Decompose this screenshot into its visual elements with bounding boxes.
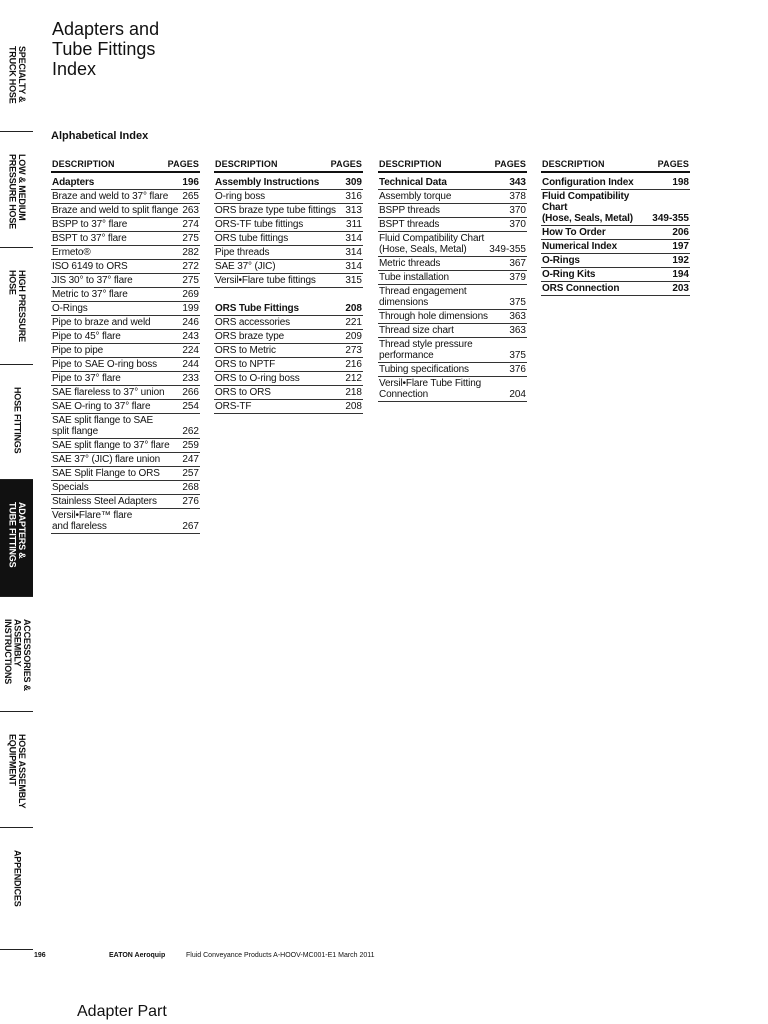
- entry-pages: 309: [345, 177, 362, 188]
- index-entry[interactable]: [214, 204, 363, 218]
- entry-description: Pipe to braze and weld: [52, 317, 151, 328]
- index-entry[interactable]: [214, 173, 363, 190]
- index-entry[interactable]: [378, 271, 527, 285]
- index-entry[interactable]: [214, 260, 363, 274]
- entry-pages: 206: [672, 227, 689, 238]
- index-entry[interactable]: [214, 400, 363, 414]
- index-entry[interactable]: [378, 218, 527, 232]
- entry-pages: 370: [509, 219, 526, 230]
- entry-pages: 313: [345, 205, 362, 216]
- entry-description: Assembly Instructions: [215, 177, 320, 188]
- entry-pages: 268: [182, 482, 199, 493]
- index-entry[interactable]: [51, 467, 200, 481]
- entry-pages: 315: [345, 275, 362, 286]
- side-tab-6[interactable]: [0, 712, 33, 828]
- entry-description: ORS-TF: [215, 401, 252, 412]
- entry-pages: 276: [182, 496, 199, 507]
- index-entry[interactable]: [378, 232, 527, 257]
- index-entry[interactable]: [51, 400, 200, 414]
- index-entry[interactable]: [51, 274, 200, 288]
- entry-description: ORS tube fittings: [215, 233, 289, 244]
- entry-pages: 343: [509, 177, 526, 188]
- entry-description: Tube installation: [379, 272, 449, 283]
- entry-pages: 272: [182, 261, 199, 272]
- entry-pages: 199: [182, 303, 199, 314]
- header-description: DESCRIPTION: [215, 159, 278, 169]
- entry-pages: 254: [182, 401, 199, 412]
- brand-name: EATON Aeroquip: [109, 952, 166, 959]
- side-tab-label: HOSE FITTINGS: [12, 387, 23, 454]
- entry-pages: 262: [182, 426, 199, 437]
- entry-description: Versil•Flare Tube Fitting Connection: [379, 378, 482, 400]
- entry-description: Braze and weld to split flange: [52, 205, 179, 216]
- entry-description: Fluid Compatibility Chart (Hose, Seals, Metal): [542, 191, 633, 224]
- index-entry[interactable]: [51, 372, 200, 386]
- entry-pages: 208: [345, 303, 362, 314]
- entry-description: SAE 37° (JIC): [215, 261, 276, 272]
- entry-description: Versil•Flare tube fittings: [215, 275, 316, 286]
- index-entry[interactable]: [214, 372, 363, 386]
- index-entry[interactable]: [541, 282, 690, 296]
- index-entry[interactable]: [378, 257, 527, 271]
- index-entry[interactable]: [51, 358, 200, 372]
- entry-description: SAE split flange to SAE split flange: [52, 415, 154, 437]
- entry-pages: 314: [345, 247, 362, 258]
- index-entry[interactable]: [214, 344, 363, 358]
- footer-text: Fluid Conveyance Products A-HOOV-MC001-E1 March 2011: [186, 952, 375, 959]
- entry-description: Pipe to 45° flare: [52, 331, 121, 342]
- header-description: DESCRIPTION: [542, 159, 605, 169]
- index-entry[interactable]: [214, 302, 363, 316]
- entry-pages: 378: [509, 191, 526, 202]
- entry-pages: 265: [182, 191, 199, 202]
- entry-description: O-Ring Kits: [542, 269, 596, 280]
- entry-pages: 257: [182, 468, 199, 479]
- entry-description: ORS accessories: [215, 317, 290, 328]
- header-pages: PAGES: [167, 159, 199, 169]
- entry-pages: 363: [509, 311, 526, 322]
- entry-pages: 316: [345, 191, 362, 202]
- index-entry[interactable]: [51, 246, 200, 260]
- index-entry[interactable]: [51, 190, 200, 204]
- entry-description: Configuration Index: [542, 177, 634, 188]
- index-entry[interactable]: [51, 509, 200, 534]
- entry-description: How To Order: [542, 227, 606, 238]
- entry-description: Adapters: [52, 177, 95, 188]
- entry-description: Thread engagement dimensions: [379, 286, 467, 308]
- index-entry[interactable]: [378, 285, 527, 310]
- index-entry[interactable]: [51, 288, 200, 302]
- entry-pages: 349-355: [652, 213, 689, 224]
- index-entry[interactable]: [51, 453, 200, 467]
- entry-pages: 259: [182, 440, 199, 451]
- entry-description: ORS to NPTF: [215, 359, 276, 370]
- side-tab-2[interactable]: [0, 248, 33, 365]
- entry-pages: 275: [182, 275, 199, 286]
- header-pages: PAGES: [657, 159, 689, 169]
- entry-pages: 263: [182, 205, 199, 216]
- entry-description: ISO 6149 to ORS: [52, 261, 128, 272]
- entry-description: JIS 30° to 37° flare: [52, 275, 133, 286]
- index-entry[interactable]: [541, 190, 690, 226]
- index-entry[interactable]: [378, 173, 527, 190]
- index-entry[interactable]: [51, 414, 200, 439]
- index-entry[interactable]: [214, 358, 363, 372]
- entry-description: ORS braze type tube fittings: [215, 205, 336, 216]
- index-entry[interactable]: [51, 495, 200, 509]
- index-entry[interactable]: [378, 324, 527, 338]
- entry-description: Numerical Index: [542, 241, 618, 252]
- index-entry[interactable]: [51, 386, 200, 400]
- entry-pages: 379: [509, 272, 526, 283]
- entry-pages: 247: [182, 454, 199, 465]
- entry-description: ORS Tube Fittings: [215, 303, 299, 314]
- column-header: [214, 159, 363, 173]
- column-header: [378, 159, 527, 173]
- entry-description: Pipe to pipe: [52, 345, 104, 356]
- index-entry[interactable]: [214, 316, 363, 330]
- index-entry[interactable]: [541, 240, 690, 254]
- header-description: DESCRIPTION: [379, 159, 442, 169]
- index-entry[interactable]: [378, 204, 527, 218]
- entry-pages: 216: [345, 359, 362, 370]
- index-entry[interactable]: [51, 330, 200, 344]
- entry-pages: 363: [509, 325, 526, 336]
- side-tab-7[interactable]: [0, 828, 33, 950]
- header-description: DESCRIPTION: [52, 159, 115, 169]
- index-entry[interactable]: [51, 316, 200, 330]
- entry-description: SAE flareless to 37° union: [52, 387, 165, 398]
- entry-description: Technical Data: [379, 177, 447, 188]
- entry-pages: 218: [345, 387, 362, 398]
- entry-description: Metric threads: [379, 258, 441, 269]
- entry-description: ORS to O-ring boss: [215, 373, 300, 384]
- entry-pages: 233: [182, 373, 199, 384]
- entry-pages: 314: [345, 261, 362, 272]
- entry-description: SAE O-ring to 37° flare: [52, 401, 151, 412]
- index-entry[interactable]: [214, 330, 363, 344]
- index-entry[interactable]: [541, 268, 690, 282]
- entry-pages: 224: [182, 345, 199, 356]
- index-column-4: [541, 159, 690, 296]
- column-header: [541, 159, 690, 173]
- side-tab-3[interactable]: [0, 365, 33, 480]
- entry-description: BSPP threads: [379, 205, 440, 216]
- entry-pages: 209: [345, 331, 362, 342]
- entry-description: Fluid Compatibility Chart (Hose, Seals, Metal): [379, 233, 485, 255]
- index-entry[interactable]: [378, 363, 527, 377]
- index-entry[interactable]: [51, 173, 200, 190]
- index-entry[interactable]: [51, 260, 200, 274]
- side-tab-1[interactable]: [0, 132, 33, 248]
- entry-pages: 269: [182, 289, 199, 300]
- entry-pages: 375: [509, 297, 526, 308]
- entry-description: ORS to ORS: [215, 387, 271, 398]
- entry-description: ORS-TF tube fittings: [215, 219, 304, 230]
- entry-description: Pipe threads: [215, 247, 270, 258]
- index-entry[interactable]: [378, 338, 527, 363]
- side-tab-label: ADAPTERS & TUBE FITTINGS: [7, 502, 27, 568]
- side-tab-0[interactable]: [0, 0, 33, 132]
- entry-pages: 275: [182, 233, 199, 244]
- entry-pages: 221: [345, 317, 362, 328]
- index-entry[interactable]: [214, 274, 363, 288]
- side-tab-label: ACCESSORIES & ASSEMBLY INSTRUCTIONS: [2, 619, 32, 691]
- index-entry[interactable]: [378, 190, 527, 204]
- entry-pages: 282: [182, 247, 199, 258]
- entry-description: Versil•Flare™ flare and flareless: [52, 510, 133, 532]
- entry-description: BSPT to 37° flare: [52, 233, 127, 244]
- entry-description: Through hole dimensions: [379, 311, 488, 322]
- entry-pages: 376: [509, 364, 526, 375]
- index-entry[interactable]: [51, 481, 200, 495]
- entry-pages: 196: [182, 177, 199, 188]
- entry-description: Assembly torque: [379, 191, 452, 202]
- index-entry[interactable]: [51, 218, 200, 232]
- index-entry[interactable]: [541, 226, 690, 240]
- entry-description: Pipe to 37° flare: [52, 373, 121, 384]
- index-entry[interactable]: [541, 254, 690, 268]
- entry-description: O-Rings: [52, 303, 88, 314]
- entry-pages: 375: [509, 350, 526, 361]
- entry-description: ORS to Metric: [215, 345, 276, 356]
- entry-pages: 246: [182, 317, 199, 328]
- entry-description: Tubing specifications: [379, 364, 469, 375]
- index-entry[interactable]: [51, 204, 200, 218]
- entry-description: SAE 37° (JIC) flare union: [52, 454, 161, 465]
- side-tab-label: LOW & MEDIUM PRESSURE HOSE: [7, 154, 27, 229]
- entry-description: BSPT threads: [379, 219, 440, 230]
- entry-description: Pipe to SAE O-ring boss: [52, 359, 157, 370]
- index-entry[interactable]: [51, 439, 200, 453]
- next-section-heading: Adapter Part: [77, 1003, 167, 1020]
- entry-pages: 266: [182, 387, 199, 398]
- index-column-3: [378, 159, 527, 402]
- entry-pages: 314: [345, 233, 362, 244]
- entry-description: Thread style pressure performance: [379, 339, 473, 361]
- index-entry[interactable]: [214, 386, 363, 400]
- entry-pages: 197: [672, 241, 689, 252]
- index-entry[interactable]: [214, 246, 363, 260]
- section-title: Alphabetical Index: [51, 130, 149, 142]
- index-entry[interactable]: [214, 232, 363, 246]
- side-tab-label: APPENDICES: [12, 850, 23, 907]
- entry-description: SAE Split Flange to ORS: [52, 468, 160, 479]
- index-entry[interactable]: [378, 310, 527, 324]
- entry-description: SAE split flange to 37° flare: [52, 440, 170, 451]
- page-number: 196: [34, 952, 46, 959]
- header-pages: PAGES: [494, 159, 526, 169]
- entry-description: Stainless Steel Adapters: [52, 496, 157, 507]
- entry-description: BSPP to 37° flare: [52, 219, 128, 230]
- entry-description: Thread size chart: [379, 325, 454, 336]
- entry-pages: 367: [509, 258, 526, 269]
- side-tab-4[interactable]: [0, 480, 33, 597]
- entry-pages: 212: [345, 373, 362, 384]
- entry-description: Braze and weld to 37° flare: [52, 191, 169, 202]
- entry-pages: 208: [345, 401, 362, 412]
- header-pages: PAGES: [330, 159, 362, 169]
- page-title: Adapters and Tube Fittings Index: [52, 19, 160, 79]
- entry-pages: 203: [672, 283, 689, 294]
- index-entry[interactable]: [51, 344, 200, 358]
- entry-description: O-Rings: [542, 255, 580, 266]
- index-entry[interactable]: [214, 218, 363, 232]
- entry-description: ORS braze type: [215, 331, 285, 342]
- entry-pages: 267: [182, 521, 199, 532]
- side-tab-label: HIGH PRESSURE HOSE: [7, 270, 27, 342]
- index-entry[interactable]: [214, 190, 363, 204]
- entry-pages: 198: [672, 177, 689, 188]
- section-side-tabs: [0, 0, 33, 950]
- index-column-1: [51, 159, 200, 534]
- side-tab-label: HOSE ASSEMBLY EQUIPMENT: [7, 734, 27, 809]
- entry-pages: 194: [672, 269, 689, 280]
- entry-description: ORS Connection: [542, 283, 620, 294]
- entry-pages: 244: [182, 359, 199, 370]
- index-entry[interactable]: [541, 173, 690, 190]
- entry-pages: 192: [672, 255, 689, 266]
- entry-pages: 311: [346, 219, 362, 230]
- entry-description: Metric to 37° flare: [52, 289, 128, 300]
- entry-description: Ermeto®: [52, 247, 91, 258]
- index-entry[interactable]: [51, 302, 200, 316]
- index-column-2: [214, 159, 363, 414]
- entry-pages: 204: [509, 389, 526, 400]
- entry-pages: 274: [182, 219, 199, 230]
- entry-pages: 243: [182, 331, 199, 342]
- entry-pages: 273: [345, 345, 362, 356]
- entry-pages: 349-355: [489, 244, 526, 255]
- side-tab-5[interactable]: [0, 597, 33, 712]
- column-header: [51, 159, 200, 173]
- entry-pages: 370: [509, 205, 526, 216]
- entry-description: O-ring boss: [215, 191, 266, 202]
- index-entry[interactable]: [51, 232, 200, 246]
- side-tab-label: SPECIALTY & TRUCK HOSE: [7, 46, 27, 104]
- entry-description: Specials: [52, 482, 89, 493]
- index-entry[interactable]: [378, 377, 527, 402]
